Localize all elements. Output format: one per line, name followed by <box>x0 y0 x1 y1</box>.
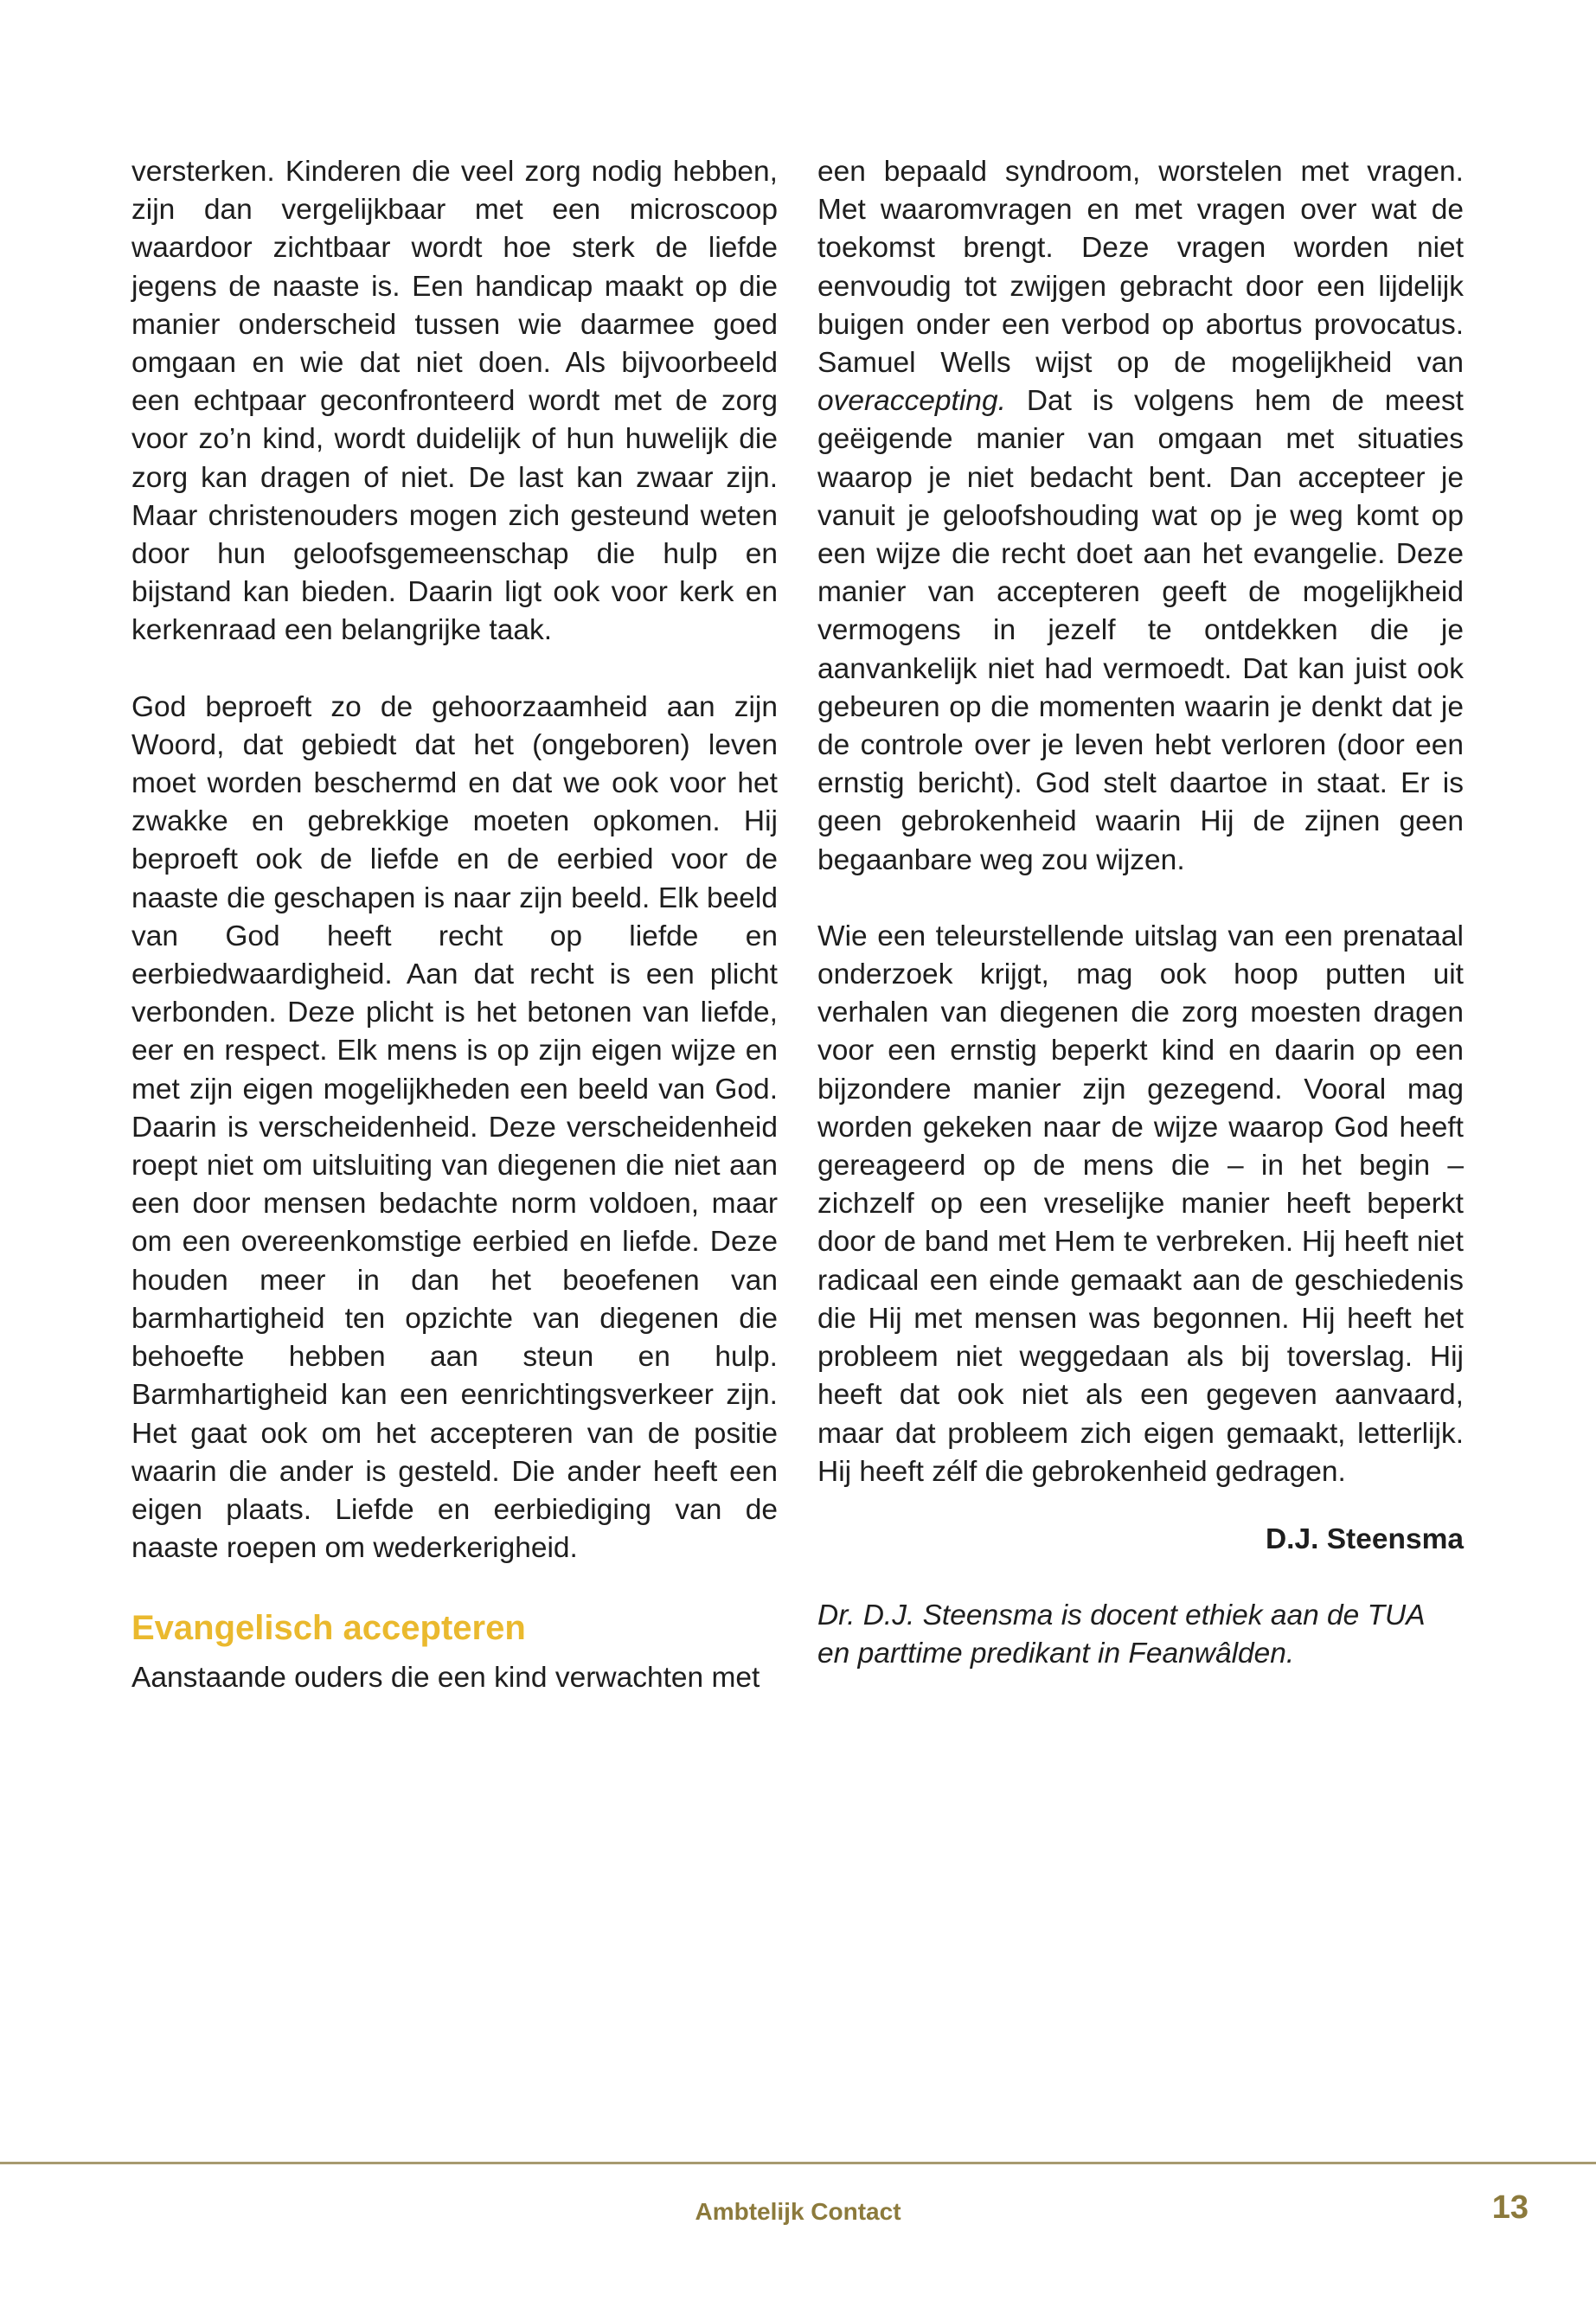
author-note: Dr. D.J. Steensma is docent ethiek aan de TUA en parttime predikant in Feanwâlden. <box>817 1599 1425 1670</box>
footer-divider <box>0 2162 1596 2164</box>
right-column <box>817 153 1464 1673</box>
paragraph: Aanstaande ouders die een kind verwachten met <box>131 1662 760 1695</box>
text-run: een bepaald syndroom, worstelen met vragen. Met waaromvragen en met vragen over wat de toekomst brengt. Deze vragen worden niet eenvoudig tot zwijgen gebracht door een lijdelijk buigen onder een verbod op abortus provocatus. Samuel Wells wijst op de mogelijkheid van <box>817 156 1464 380</box>
paragraph: God beproeft zo de gehoorzaamheid aan zijn Woord, dat gebiedt dat het (ongeboren) leven moet worden beschermd en dat we ook voor het zwakke en gebrekkige moeten opkomen. Hij beproeft ook de liefde en de eerbied voor de naaste die geschapen is naar zijn beeld. Elk beeld van God heeft recht op liefde en eerbiedwaardigheid. Aan dat recht is een plicht verbonden. Deze plicht is het betonen van liefde, eer en respect. Elk mens is op zijn eigen wijze en met zijn eigen mogelijkheden een beeld van God. Daarin is verscheidenheid. Deze verscheidenheid roept niet om uitsluiting van diegenen die niet aan een door mensen bedachte norm voldoen, maar om een overeenkomstige eerbied en liefde. Deze houden meer in dan het beoefenen van barmhartigheid ten opzichte van diegenen die behoefte hebben aan steun en hulp. Barmhartigheid kan een eenrichtingsverkeer zijn. Het gaat ook om het accepteren van de positie waarin die ander is gesteld. Die ander heeft een eigen plaats. Liefde en eerbiediging van de naaste roepen om wederkerigheid. <box>131 690 778 1565</box>
footer-publication-title: Ambtelijk Contact <box>695 2198 901 2225</box>
left-column <box>131 153 778 1698</box>
paragraph: Wie een teleurstellende uitslag van een prenataal onderzoek krijgt, mag ook hoop putten uit verhalen van diegenen die zorg moesten dragen voor een ernstig beperkt kind en daarin op een bijzondere manier zijn gezegend. Vooral mag worden gekeken naar de wijze waarop God heeft gereageerd op de mens die – in het begin – zichzelf op een vreselijke manier heeft beperkt door de band met Hem te verbreken. Hij heeft niet radicaal een einde gemaakt aan de geschiedenis die Hij met mensen was begonnen. Hij heeft het probleem niet weggedaan als bij toverslag. Hij heeft dat ook niet als een gegeven aanvaard, maar dat probleem zich eigen gemaakt, letterlijk. Hij heeft zélf die gebrokenheid gedragen. <box>817 920 1464 1488</box>
section-heading: Evangelisch accepteren <box>131 1609 526 1648</box>
text-run: Dat is volgens hem de meest geëigende manier van omgaan met situaties waarop je niet bedacht bent. Dan accepteer je vanuit je geloofshouding wat op je weg komt op een wijze die recht doet aan het evangelie. Deze manier van accepteren geeft de mogelijkheid vermogens in jezelf te ontdekken die je aanvankelijk niet had vermoedt. Dat kan juist ook gebeuren op die momenten waarin je denkt dat je de controle over je leven hebt verloren (door een ernstig bericht). God stelt daartoe in staat. Er is geen gebrokenheid waarin Hij de zijnen geen begaanbare weg zou wijzen. <box>817 385 1464 876</box>
page-number: 13 <box>1491 2189 1529 2226</box>
italic-term: overaccepting. <box>817 385 1006 418</box>
author-signature: D.J. Steensma <box>1265 1522 1464 1555</box>
paragraph <box>817 153 1464 880</box>
paragraph: versterken. Kinderen die veel zorg nodig hebben, zijn dan vergelijkbaar met een microscoop waardoor zichtbaar wordt hoe sterk de liefde jegens de naaste is. Een handicap maakt op die manier onderscheid tussen wie daarmee goed omgaan en wie dat niet doen. Als bijvoorbeeld een echtpaar geconfronteerd wordt met de zorg voor zo’n kind, wordt duidelijk of hun huwelijk die zorg kan dragen of niet. De last kan zwaar zijn. Maar christenouders mogen zich gesteund weten door hun geloofsgemeenschap die hulp en bijstand kan bieden. Daarin ligt ook voor kerk en kerkenraad een belangrijke taak. <box>131 156 778 647</box>
